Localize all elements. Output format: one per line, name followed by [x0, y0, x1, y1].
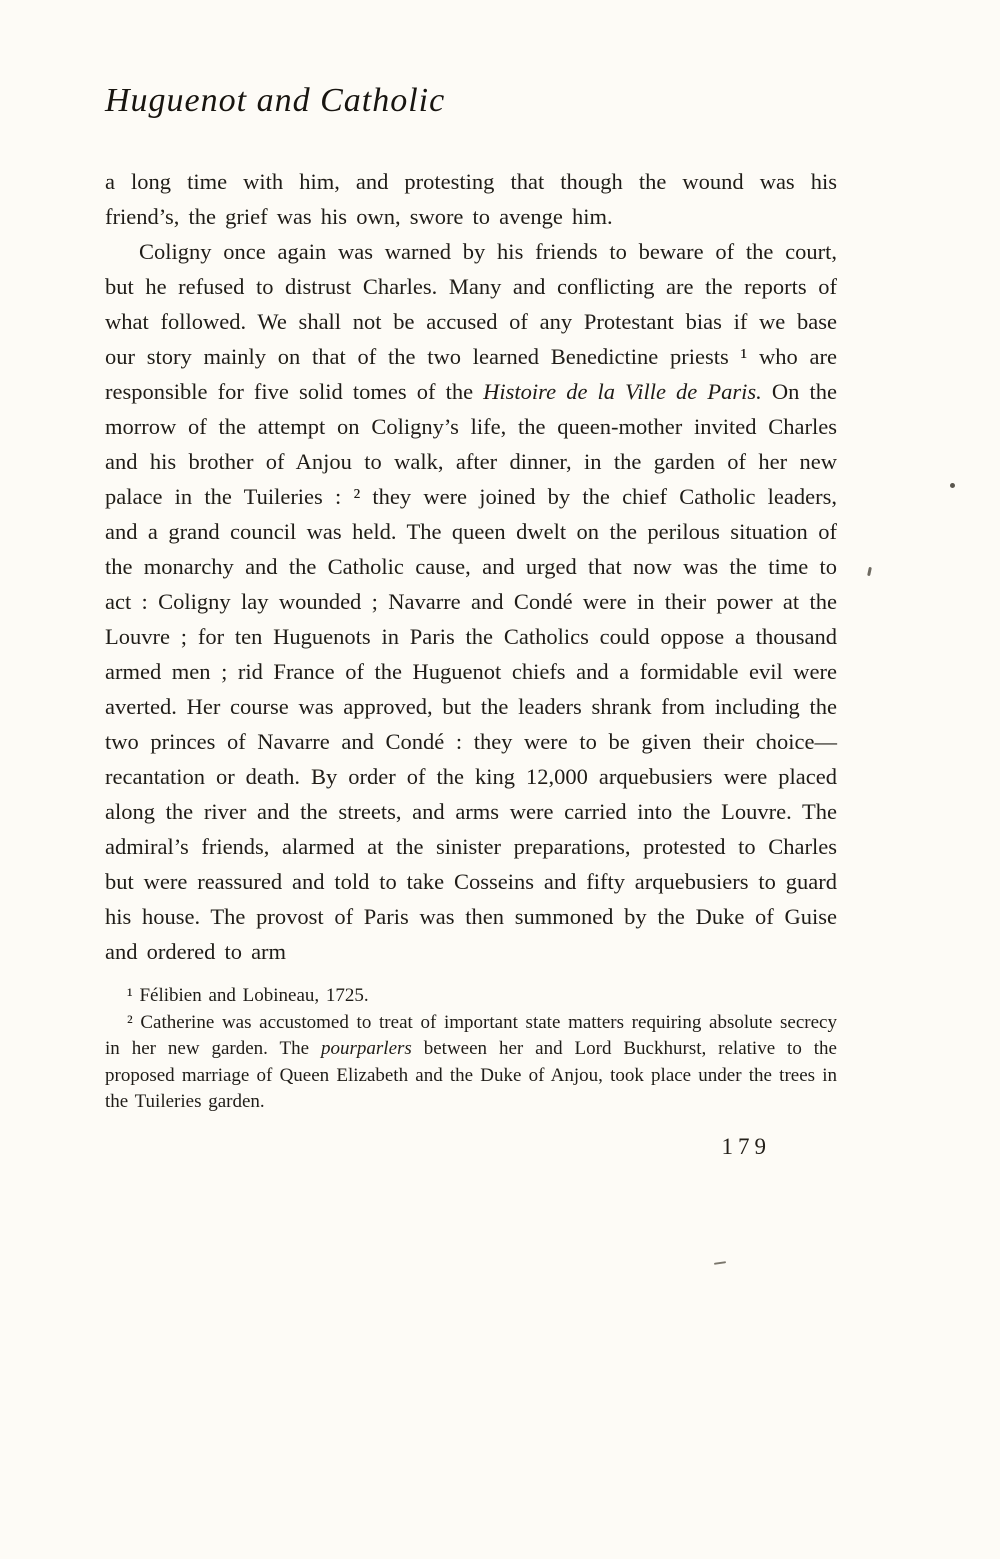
- footnote: [105, 1010, 837, 1116]
- text-run: ² Catherine was accustomed to treat of important state matters requiring absolute secrecy in her new garden. The: [105, 1011, 837, 1059]
- running-head: Huguenot and Catholic: [105, 82, 446, 119]
- footnote: [105, 983, 837, 1010]
- text-block: [105, 82, 837, 1160]
- italic-text-run: Histoire de la Ville de Paris.: [483, 379, 762, 404]
- body-text: [105, 164, 837, 969]
- text-run: On the morrow of the attempt on Coligny’s life, the queen-mother invited Charles and his brother of Anjou to walk, after dinner, in the garden of her new palace in the Tuileries : ² they were joined by the chief Catholic leaders, and a grand council was held. The queen dwelt on the perilous situation of the monarchy and the Catholic cause, and urged that now was the time to act : Coligny lay wounded ; Navarre and Condé were in their power at the Louvre ; for ten Huguenots in Paris the Catholics could oppose a thousand armed men ; rid France of the Huguenot chiefs and a formidable evil were averted. Her course was approved, but the leaders shrank from including the two princes of Navarre and Condé : they were to be given their choice—recantation or death. By order of the king 12,000 arquebusiers were placed along the river and the streets, and arms were carried into the Louvre. The admiral’s friends, alarmed at the sinister preparations, protested to Charles but were reassured and told to take Cosseins and fifty arquebusiers to guard his house. The provost of Paris was then summoned by the Duke of Guise and ordered to arm: [105, 379, 837, 964]
- scan-artifact: [714, 1261, 726, 1265]
- text-run: a long time with him, and protesting that though the wound was his friend’s, the grief was his own, swore to avenge him.: [105, 169, 837, 229]
- page-number: 179: [721, 1133, 771, 1159]
- italic-text-run: pourparlers: [321, 1038, 412, 1059]
- scan-artifact: [950, 483, 955, 488]
- scan-artifact: [867, 567, 872, 576]
- paragraph: [105, 234, 837, 969]
- text-run: Coligny once again was warned by his friends to beware of the court, but he refused to distrust Charles. Many and conflicting are the reports of what followed. We shall not be accused of any Protestant bias if we base our story mainly on that of the two learned Benedictine priests ¹ who are responsible for five solid tomes of the: [105, 239, 837, 404]
- text-run: ¹ Félibien and Lobineau, 1725.: [127, 985, 369, 1006]
- paragraph: [105, 164, 837, 234]
- footnote-block: [105, 983, 837, 1116]
- text-run: between her and Lord Buckhurst, relative to the proposed marriage of Queen Elizabeth and the Duke of Anjou, took place under the trees in the Tuileries garden.: [105, 1038, 837, 1112]
